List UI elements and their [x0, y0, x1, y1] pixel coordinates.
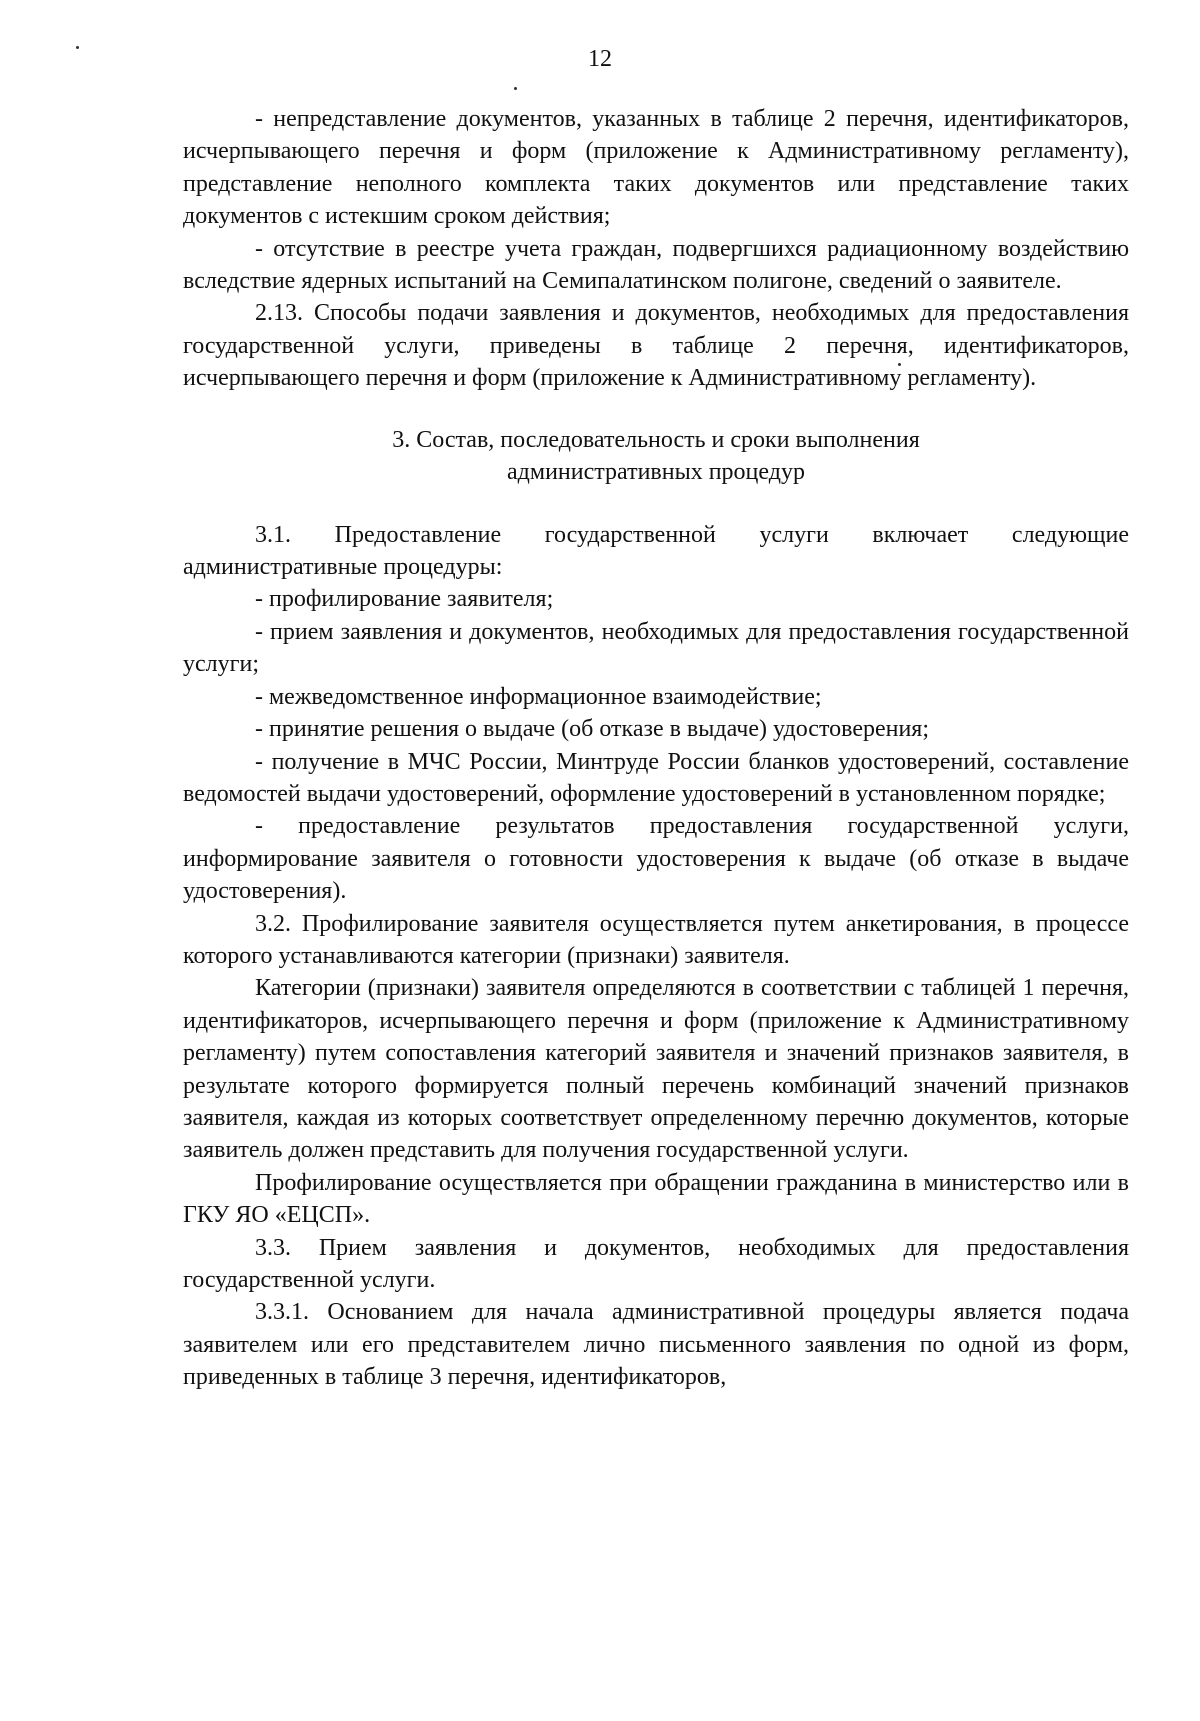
section-heading — [183, 424, 1129, 488]
paragraph: - отсутствие в реестре учета граждан, подвергшихся радиационному воздействию вследствие ядерных испытаний на Семипалатинском полигоне, сведений о заявителе. — [183, 235, 1129, 295]
list-item: - принятие решения о выдаче (об отказе в выдаче) удостоверения; — [255, 716, 930, 743]
page-number: 12 — [588, 46, 612, 72]
list-item: - предоставление результатов предоставления государственной услуги, информирование заявителя о готовности удостоверения к выдаче (об отказе в выдаче удостоверения). — [183, 813, 1129, 905]
paragraph: - непредставление документов, указанных в таблице 2 перечня, идентификаторов, исчерпывающего перечня и форм (приложение к Административному регламенту), представление неполного комплекта таких документов или представление таких документов с истекшим сроком действия; — [183, 106, 1129, 230]
paragraph: 2.13. Способы подачи заявления и документов, необходимых для предоставления государственной услуги, приведены в таблице 2 перечня, идентификаторов, исчерпывающего перечня и форм (приложение к Административному регламенту). — [183, 300, 1129, 392]
section-heading-line: 3. Состав, последовательность и сроки выполнения — [392, 426, 920, 453]
list-item: - получение в МЧС России, Минтруде России бланков удостоверений, составление ведомостей выдачи удостоверений, оформление удостоверений в установленном порядке; — [183, 748, 1129, 807]
scan-speck — [514, 87, 517, 90]
list-item: - межведомственное информационное взаимодействие; — [255, 683, 822, 710]
list-item: - профилирование заявителя; — [255, 586, 554, 613]
list-item: - прием заявления и документов, необходимых для предоставления государственной услуги; — [183, 618, 1129, 678]
section-heading-line: административных процедур — [507, 458, 805, 485]
document-body — [183, 103, 1129, 1394]
paragraph: Профилирование осуществляется при обращении гражданина в министерство или в ГКУ ЯО «ЕЦСП». — [183, 1169, 1129, 1229]
paragraph: 3.3.1. Основанием для начала административной процедуры является подача заявителем или его представителем лично письменного заявления по одной из форм, приведенных в таблице 3 перечня, идентификаторов, — [183, 1299, 1129, 1391]
paragraph: 3.1. Предоставление государственной услуги включает следующие административные процедуры: — [183, 521, 1129, 581]
paragraph: 3.2. Профилирование заявителя осуществляется путем анкетирования, в процессе которого устанавливаются категории (признаки) заявителя. — [183, 910, 1129, 969]
paragraph: 3.3. Прием заявления и документов, необходимых для предоставления государственной услуги. — [183, 1234, 1129, 1293]
paragraph: Категории (признаки) заявителя определяются в соответствии с таблицей 1 перечня, идентификаторов, исчерпывающего перечня и форм (приложение к Административному регламенту) путем сопоставления категорий заявителя и значений признаков заявителя, в результате которого формируется полный перечень комбинаций значений признаков заявителя, каждая из которых соответствует определенному перечню документов, которые заявитель должен представить для получения государственной услуги. — [183, 975, 1129, 1164]
